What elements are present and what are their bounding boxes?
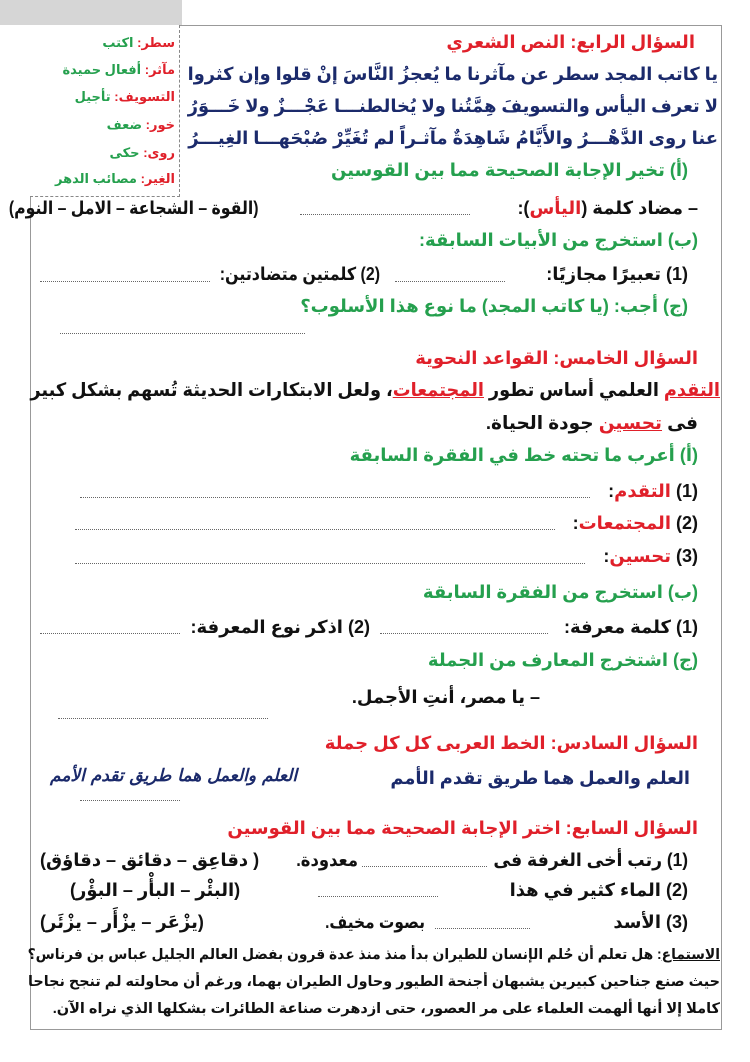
num: (3) [670,546,698,566]
q7-item-text: (2) الماء كثير في هذا [509,880,688,900]
q5-title: السؤال الخامس: القواعد النحوية [415,348,698,368]
answer-line[interactable] [435,928,530,929]
text: فى [662,412,698,433]
q4-a-options: (القوة – الشجاعة – الامل – النوم) [8,198,259,218]
term: مآثر: [144,62,175,77]
answer-line[interactable] [380,633,548,634]
q7-title: السؤال السابع: اختر الإجابة الصحيحة مما بين القوسين [227,818,698,838]
answer-line[interactable] [80,800,180,801]
listening-line: حيث صنع جناحين كبيرين يشبهان أجنحة الطيور وحاول الطيران بهما، ورغم أن محاولته لم تنجح نجاحا [27,974,721,990]
num: (1) [670,481,698,501]
q5-a-item: (3) تحسين: [603,546,698,566]
q7-item-text: بصوت مخيف. [325,912,425,932]
q7-options: (يزْعَر – يزْأَر – يزْئَر) [40,912,204,932]
meaning: مصائب الدهر [55,171,137,186]
q5-a-item: (1) التقدم: [608,481,698,501]
listening-line: كاملا إلا أنها ألهمت العلماء على مر العصور، حتى ازدهرت صناعة الطائرات بشكلها الذي نراه الآن. [52,1001,720,1017]
scan-margin [0,0,182,25]
q6-calligraphy-sample: العلم والعمل هما طريق تقدم الأمم [50,766,298,786]
q5-c-sentence: – يا مصر، أنتِ الأجمل. [351,687,540,707]
answer-line[interactable] [300,214,470,215]
text: العلمي أساس تطور [483,379,664,400]
q7-options: (البئْر – البأْر – البؤْر) [70,880,241,900]
answer-line[interactable] [58,718,268,719]
word: تحسين [609,546,671,566]
q5-paragraph [30,378,720,402]
answer-line[interactable] [40,633,180,634]
q4-b-title: (ب) استخرج من الأبيات السابقة: [419,230,698,250]
poem-line: عنا روى الدَّهْـــرُ والأَيَّامُ شَاهِدَةٌ مآثـراً لم تُغَيِّرْ صُبْحَهـــا الغِيـــرُ [188,128,718,148]
glossary-item [35,89,175,105]
meaning: حكى [109,145,140,160]
meaning: أفعال حميدة [62,62,142,77]
q5-paragraph [98,411,698,435]
answer-line[interactable] [75,563,585,564]
listening-label: الاستماع [661,947,720,963]
term: التسويف: [114,89,175,104]
q7-item-text: معدودة. [296,850,358,870]
q5-b-title: (ب) استخرج من الفقرة السابقة [422,582,698,602]
underlined-word: تحسين [598,412,663,433]
glossary-item [35,171,175,187]
answer-line[interactable] [318,896,438,897]
q7-item-text: (3) الأسد [613,912,688,932]
answer-line[interactable] [362,866,487,867]
num: (2) [670,513,698,533]
text: جودة الحياة. [485,412,599,433]
glossary-box [30,25,180,197]
q4-b-2: (2) كلمتين متضادتين: [219,264,380,284]
meaning: ضعف [106,117,143,132]
text: – مضاد كلمة ( [581,198,698,218]
text: : هل تعلم أن حُلم الإنسان للطيران بدأ منذ منذ عدة قرون بفضل العالم الجليل عباس بن فرناس؟ [27,947,662,963]
term: سطر: [137,35,175,50]
poem-line: يا كاتب المجد سطر عن مآثرنا ما يُعجزُ النَّاسَ إنْ قلوا وإن كثروا [187,64,718,84]
glossary-item [35,62,175,78]
meaning: اكتب [102,35,134,50]
text: ، ولعل الابتكارات الحديثة تُسهم بشكل كبير [30,379,393,400]
term: روى: [143,145,175,160]
q5-c-title: (ج) اشتخرج المعارف من الجملة [427,650,698,670]
q6-sentence: العلم والعمل هما طريق تقدم الأمم [390,768,690,788]
q5-b-1: (1) كلمة معرفة: [563,617,698,637]
q7-options: ( دقاعِق – دقائق – دقاؤق) [40,850,260,870]
meaning: تأجيل [74,89,111,104]
text: ): [517,198,530,218]
underlined-word: التقدم [663,379,720,400]
listening-line [27,945,720,965]
glossary-item [35,35,175,51]
word: المجتمعات [578,513,671,533]
q5-a-title: (أ) أعرب ما تحته خط في الفقرة السابقة [349,445,698,465]
q4-c-title: (ج) أجب: (يا كاتب المجد) ما نوع هذا الأسلوب؟ [300,296,688,316]
poem-line: لا تعرف اليأس والتسويفَ هِمَّتُنا ولا يُخالطنـــا عَجْـــزٌ ولا خَـــوَرُ [187,96,718,116]
keyword: اليأس [529,198,582,218]
term: خور: [145,117,175,132]
word: التقدم [614,481,671,501]
q7-item-text: (1) رتب أخى الغرفة فى [493,850,688,870]
glossary-item [35,145,175,161]
q5-b-2: (2) اذكر نوع المعرفة: [190,617,370,637]
answer-line[interactable] [80,497,590,498]
answer-line[interactable] [60,333,305,334]
q4-title: السؤال الرابع: النص الشعري [446,32,695,52]
q4-a-question [498,196,698,220]
q6-title: السؤال السادس: الخط العربى كل كل جملة [324,733,698,753]
q4-a-title: (أ) تخير الإجابة الصحيحة مما بين القوسين [331,160,688,180]
answer-line[interactable] [75,529,555,530]
glossary-item [35,117,175,133]
underlined-word: المجتمعات [392,379,484,400]
q4-b-1: (1) تعبيرًا مجازيًا: [546,264,688,284]
answer-line[interactable] [40,281,210,282]
term: الغِير: [140,171,175,186]
answer-line[interactable] [395,281,505,282]
q5-a-item: (2) المجتمعات: [572,513,698,533]
